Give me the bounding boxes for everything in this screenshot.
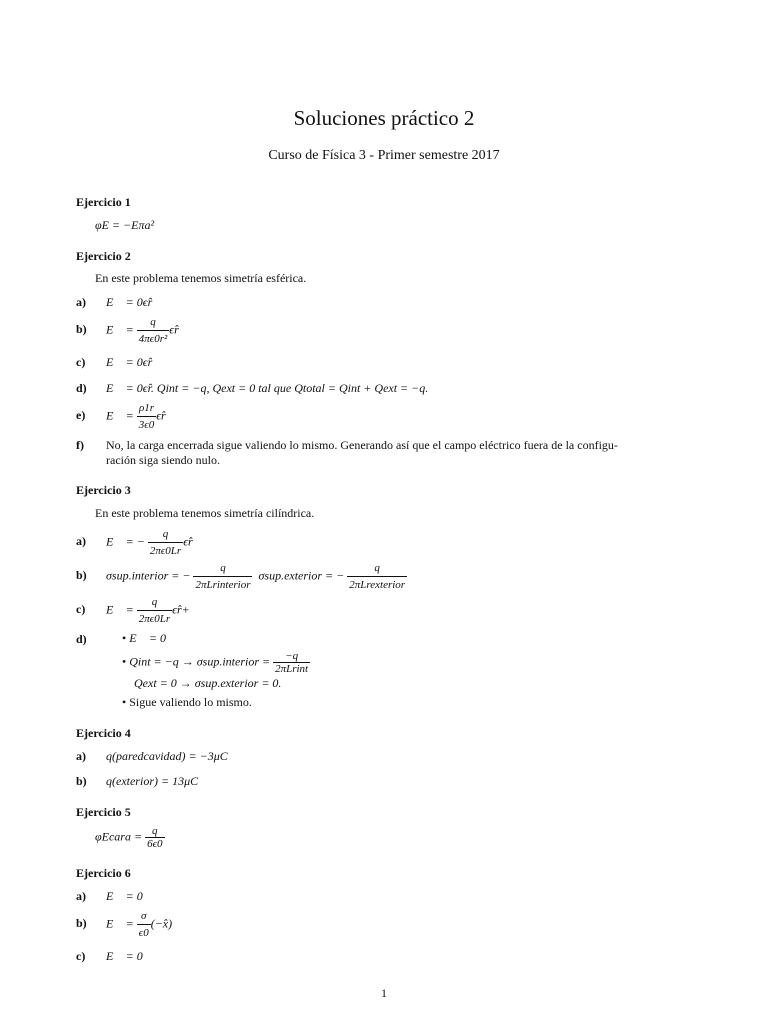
item-label: e) <box>76 408 86 423</box>
formula-rhs: (−x̂) <box>150 916 173 931</box>
ej1-heading: Ejercicio 1 <box>76 195 131 209</box>
numerator: q <box>193 560 252 577</box>
formula-rhs: ϵ̂r <box>183 534 193 549</box>
formula: q(exterior) = 13μC <box>106 774 199 788</box>
ej4-item-a <box>76 748 716 764</box>
item-label: c) <box>76 602 86 617</box>
item-text: No, la carga encerrada sigue valiendo lo mismo. Generando así que el campo eléctrico fuera de la configu- <box>106 438 618 452</box>
ej3-intro: En este problema tenemos simetría cilíndrica. <box>95 506 315 520</box>
page-number: 1 <box>381 986 387 1000</box>
formula: E⃗ = 0⃗ <box>106 889 153 903</box>
item-label: c) <box>76 949 86 963</box>
fraction <box>145 825 164 850</box>
formula-lhs: σsup.exterior = − <box>258 568 345 583</box>
fraction <box>137 908 151 941</box>
fraction <box>137 400 156 433</box>
formula: E⃗ = 0 <box>129 631 166 645</box>
formula-lhs: σsup.interior = − <box>106 568 191 583</box>
item-label: a) <box>76 749 86 763</box>
ej2-item-d <box>76 380 716 396</box>
item-label: f) <box>76 438 84 452</box>
item-label: b) <box>76 322 87 337</box>
ej2-item-c <box>76 354 716 370</box>
formula: E⃗ = 0ϵ̂r <box>106 355 153 369</box>
fraction <box>137 594 172 627</box>
ej1-formula: φE = −Eπa² <box>95 218 155 232</box>
item-label: b) <box>76 568 87 583</box>
ej6-heading: Ejercicio 6 <box>76 866 131 880</box>
denominator: 2πϵ0Lr <box>138 613 171 625</box>
ej4-item-b <box>76 773 716 789</box>
denominator: 2πLrint <box>275 663 309 675</box>
numerator: ρ1r <box>137 400 156 417</box>
numerator: q <box>148 526 183 543</box>
ej6-item-c <box>76 948 716 964</box>
ej2-item-f-continued: ración siga siendo nulo. <box>106 453 220 467</box>
denominator: 4πϵ0r² <box>138 333 168 345</box>
ej5-heading: Ejercicio 5 <box>76 805 131 819</box>
formula: E⃗ = 0⃗ <box>106 949 153 963</box>
denominator: 2πLrexterior <box>349 579 406 591</box>
ej4-heading: Ejercicio 4 <box>76 726 131 740</box>
formula-lhs: Qint = −q → σsup.interior = <box>129 654 271 669</box>
ej3-heading: Ejercicio 3 <box>76 483 131 497</box>
item-label: a) <box>76 889 86 903</box>
ej3-item-c <box>76 594 716 627</box>
ej3-item-d <box>76 631 716 647</box>
item-label: c) <box>76 355 86 369</box>
formula-rhs: ϵ̂r <box>169 322 179 337</box>
page-title: Soluciones práctico 2 <box>293 106 475 130</box>
ej3-d-bullet-3: • Sigue valiendo lo mismo. <box>122 695 252 709</box>
ej2-item-f <box>76 437 716 453</box>
formula-lhs: E⃗ = <box>106 408 134 423</box>
formula-lhs: E⃗ = <box>106 602 134 617</box>
item-label: a) <box>76 534 86 549</box>
formula-rhs: ϵ̂r+ <box>172 602 190 617</box>
fraction <box>273 650 310 675</box>
fraction <box>347 560 407 593</box>
ej3-d-bullet-2: • Qint = −q → σsup.interior = $\frac{-q}{\text{2πLrint}}$ <box>122 650 309 675</box>
formula-lhs: φEcara = <box>95 829 143 844</box>
denominator: 3ϵ0 <box>138 419 155 431</box>
ej5-formula <box>95 825 165 850</box>
page-subtitle: Curso de Física 3 - Primer semestre 2017 <box>268 148 500 163</box>
formula-lhs: E⃗ = − <box>106 534 145 549</box>
item-label: d) <box>76 632 87 646</box>
fraction <box>137 314 170 347</box>
item-text: Sigue valiendo lo mismo. <box>129 695 252 709</box>
item-label: b) <box>76 916 87 931</box>
ej2-item-e <box>76 400 716 433</box>
numerator: −q <box>273 650 310 663</box>
fraction <box>148 526 183 559</box>
formula-lhs: E⃗ = <box>106 322 134 337</box>
denominator: 2πϵ0Lr <box>149 545 182 557</box>
denominator: 2πLrinterior <box>195 579 251 591</box>
formula: q(paredcavidad) = −3μC <box>106 749 228 763</box>
ej6-item-b <box>76 908 716 941</box>
numerator: q <box>137 594 172 611</box>
ej2-heading: Ejercicio 2 <box>76 249 131 263</box>
numerator: q <box>347 560 407 577</box>
item-label: b) <box>76 774 87 788</box>
numerator: q <box>137 314 170 331</box>
formula: E⃗ = 0ϵ̂r. Qint = −q, Qext = 0 tal que Qtotal = Qint + Qext = −q. <box>106 381 429 395</box>
ej3-item-b <box>76 560 716 593</box>
fraction <box>193 560 252 593</box>
denominator: ϵ0 <box>138 927 149 939</box>
ej2-intro: En este problema tenemos simetría esférica. <box>95 271 307 285</box>
denominator: 6ϵ0 <box>147 838 163 850</box>
ej2-item-a <box>76 294 716 310</box>
ej3-d-bullet-1: • E⃗ = 0 <box>122 631 166 645</box>
item-label: a) <box>76 295 86 309</box>
ej2-item-b <box>76 314 716 347</box>
item-label: d) <box>76 381 87 395</box>
ej6-item-a <box>76 888 716 904</box>
formula-rhs: ϵ̂r <box>156 408 166 423</box>
numerator: q <box>145 825 164 838</box>
formula-lhs: E⃗ = <box>106 916 134 931</box>
ej3-d-bullet-2-line2: Qext = 0 → σsup.exterior = 0. <box>134 676 282 690</box>
ej3-item-a <box>76 526 716 559</box>
numerator: σ <box>137 908 151 925</box>
formula: E⃗ = 0ϵ̂r <box>106 295 153 309</box>
